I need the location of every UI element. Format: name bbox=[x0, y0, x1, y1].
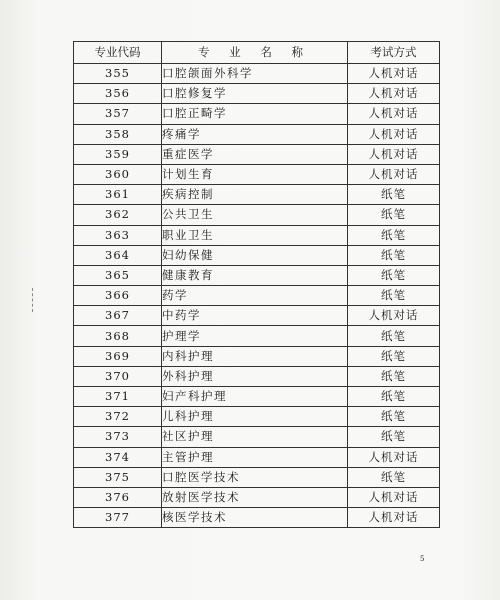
major-name-cell: 放射医学技术 bbox=[162, 487, 348, 507]
table-row bbox=[74, 84, 440, 104]
major-code-cell: 355 bbox=[74, 64, 162, 84]
table-row bbox=[74, 508, 440, 528]
major-code-cell: 358 bbox=[74, 124, 162, 144]
major-name-cell: 内科护理 bbox=[162, 346, 348, 366]
major-name-cell: 计划生育 bbox=[162, 164, 348, 184]
major-code-cell: 357 bbox=[74, 104, 162, 124]
page-number: 5 bbox=[420, 555, 425, 563]
majors-table bbox=[73, 41, 440, 528]
major-code-cell: 373 bbox=[74, 427, 162, 447]
exam-method-cell: 人机对话 bbox=[348, 84, 440, 104]
major-name-cell: 口腔颌面外科学 bbox=[162, 64, 348, 84]
major-name-cell: 职业卫生 bbox=[162, 225, 348, 245]
table-row bbox=[74, 467, 440, 487]
table-row bbox=[74, 205, 440, 225]
exam-method-cell: 纸笔 bbox=[348, 326, 440, 346]
exam-method-cell: 纸笔 bbox=[348, 225, 440, 245]
major-code-cell: 362 bbox=[74, 205, 162, 225]
major-name-cell: 妇产科护理 bbox=[162, 387, 348, 407]
major-name-cell: 健康教育 bbox=[162, 265, 348, 285]
major-name-cell: 社区护理 bbox=[162, 427, 348, 447]
exam-method-cell: 纸笔 bbox=[348, 407, 440, 427]
table-row bbox=[74, 245, 440, 265]
scan-artifact-mark bbox=[32, 288, 34, 312]
major-code-cell: 369 bbox=[74, 346, 162, 366]
table-row bbox=[74, 104, 440, 124]
table-row bbox=[74, 225, 440, 245]
major-name-cell: 儿科护理 bbox=[162, 407, 348, 427]
table-row bbox=[74, 164, 440, 184]
exam-method-cell: 纸笔 bbox=[348, 366, 440, 386]
table-row bbox=[74, 487, 440, 507]
major-code-cell: 360 bbox=[74, 164, 162, 184]
major-name-cell: 重症医学 bbox=[162, 144, 348, 164]
exam-method-cell: 人机对话 bbox=[348, 144, 440, 164]
major-name-cell: 疾病控制 bbox=[162, 185, 348, 205]
table-row bbox=[74, 346, 440, 366]
major-code-cell: 361 bbox=[74, 185, 162, 205]
table-row bbox=[74, 306, 440, 326]
major-code-cell: 375 bbox=[74, 467, 162, 487]
table-row bbox=[74, 326, 440, 346]
table-row bbox=[74, 387, 440, 407]
exam-method-cell: 人机对话 bbox=[348, 164, 440, 184]
table-row bbox=[74, 427, 440, 447]
major-name-cell: 疼痛学 bbox=[162, 124, 348, 144]
exam-method-cell: 人机对话 bbox=[348, 104, 440, 124]
major-code-cell: 372 bbox=[74, 407, 162, 427]
major-name-cell: 妇幼保健 bbox=[162, 245, 348, 265]
exam-method-cell: 纸笔 bbox=[348, 245, 440, 265]
major-code-cell: 368 bbox=[74, 326, 162, 346]
exam-method-cell: 纸笔 bbox=[348, 346, 440, 366]
name-column-header: 专 业 名 称 bbox=[162, 42, 348, 64]
major-code-cell: 374 bbox=[74, 447, 162, 467]
exam-method-cell: 纸笔 bbox=[348, 387, 440, 407]
exam-method-cell: 纸笔 bbox=[348, 467, 440, 487]
major-code-cell: 364 bbox=[74, 245, 162, 265]
major-name-cell: 药学 bbox=[162, 286, 348, 306]
major-name-cell: 口腔修复学 bbox=[162, 84, 348, 104]
major-name-cell: 公共卫生 bbox=[162, 205, 348, 225]
major-code-cell: 367 bbox=[74, 306, 162, 326]
exam-method-cell: 纸笔 bbox=[348, 185, 440, 205]
table-row bbox=[74, 185, 440, 205]
major-name-cell: 口腔正畸学 bbox=[162, 104, 348, 124]
major-code-cell: 370 bbox=[74, 366, 162, 386]
major-name-cell: 外科护理 bbox=[162, 366, 348, 386]
table-row bbox=[74, 144, 440, 164]
major-name-cell: 主管护理 bbox=[162, 447, 348, 467]
code-column-header: 专业代码 bbox=[74, 42, 162, 64]
exam-method-cell: 人机对话 bbox=[348, 487, 440, 507]
major-name-cell: 中药学 bbox=[162, 306, 348, 326]
major-code-cell: 366 bbox=[74, 286, 162, 306]
major-name-cell: 口腔医学技术 bbox=[162, 467, 348, 487]
major-code-cell: 359 bbox=[74, 144, 162, 164]
major-code-cell: 363 bbox=[74, 225, 162, 245]
major-code-cell: 356 bbox=[74, 84, 162, 104]
major-code-cell: 371 bbox=[74, 387, 162, 407]
table-row bbox=[74, 366, 440, 386]
table-row bbox=[74, 286, 440, 306]
exam-method-cell: 人机对话 bbox=[348, 306, 440, 326]
exam-method-cell: 纸笔 bbox=[348, 427, 440, 447]
table-row bbox=[74, 447, 440, 467]
major-code-cell: 377 bbox=[74, 508, 162, 528]
exam-column-header: 考试方式 bbox=[348, 42, 440, 64]
exam-method-cell: 人机对话 bbox=[348, 124, 440, 144]
table-header-row bbox=[74, 42, 440, 64]
major-code-cell: 365 bbox=[74, 265, 162, 285]
exam-method-cell: 纸笔 bbox=[348, 265, 440, 285]
table-row bbox=[74, 407, 440, 427]
major-name-cell: 护理学 bbox=[162, 326, 348, 346]
table-row bbox=[74, 265, 440, 285]
exam-method-cell: 人机对话 bbox=[348, 508, 440, 528]
exam-method-cell: 人机对话 bbox=[348, 64, 440, 84]
exam-method-cell: 人机对话 bbox=[348, 447, 440, 467]
exam-method-cell: 纸笔 bbox=[348, 205, 440, 225]
major-name-cell: 核医学技术 bbox=[162, 508, 348, 528]
major-code-cell: 376 bbox=[74, 487, 162, 507]
table-row bbox=[74, 124, 440, 144]
exam-method-cell: 纸笔 bbox=[348, 286, 440, 306]
table-row bbox=[74, 64, 440, 84]
